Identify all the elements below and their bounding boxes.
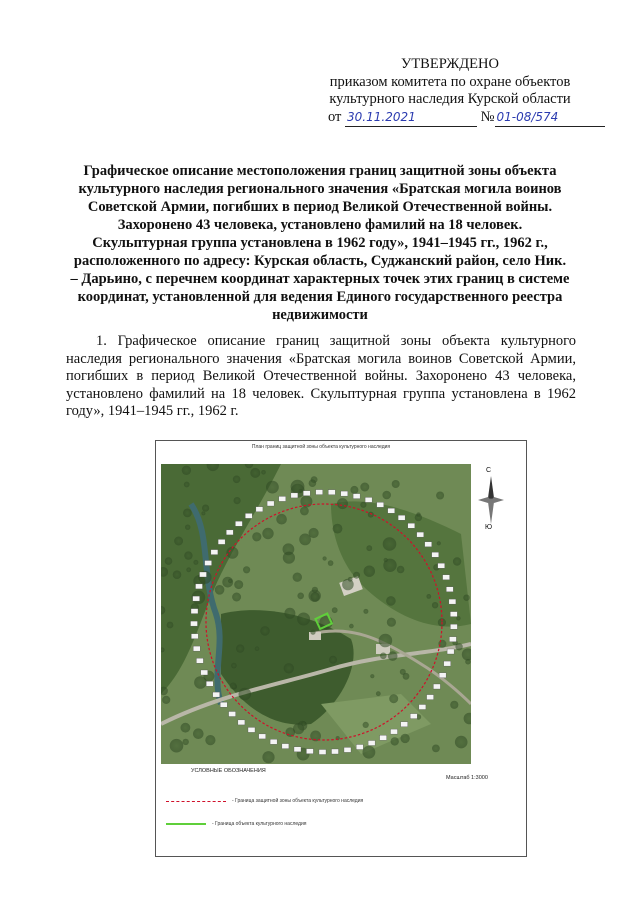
tree-clump — [391, 737, 399, 745]
boundary-point — [417, 532, 424, 537]
tree-clump — [252, 532, 261, 541]
boundary-point — [193, 646, 200, 651]
tree-clump — [368, 512, 374, 518]
tree-clump — [333, 524, 343, 534]
tree-clump — [262, 528, 273, 539]
boundary-point — [438, 563, 445, 568]
boundary-point — [380, 735, 387, 740]
tree-clump — [167, 622, 174, 629]
boundary-point — [191, 609, 198, 614]
map-scale: Масштаб 1:3000 — [446, 775, 488, 781]
tree-clump — [437, 541, 441, 545]
tree-clump — [380, 653, 387, 660]
boundary-point — [205, 561, 212, 566]
tree-clump — [397, 566, 405, 574]
boundary-point — [303, 491, 310, 496]
boundary-point — [365, 497, 372, 502]
boundary-point — [356, 745, 363, 750]
legend-zone-label: - Граница защитной зоны объекта культурного наследия — [232, 798, 364, 804]
tree-clump — [382, 491, 391, 500]
tree-clump — [255, 646, 260, 651]
legend-object-row — [166, 821, 306, 827]
tree-clump — [389, 694, 398, 703]
boundary-point — [410, 714, 417, 719]
tree-clump — [379, 634, 393, 648]
boundary-point — [446, 587, 453, 592]
boundary-point — [319, 750, 326, 755]
tree-clump — [465, 659, 471, 665]
boundary-point — [316, 490, 323, 495]
boundary-point — [279, 496, 286, 501]
compass-north-label: С — [486, 467, 492, 474]
tree-clump — [284, 663, 294, 673]
tree-clump — [360, 483, 369, 492]
tree-clump — [332, 607, 338, 613]
boundary-point — [425, 542, 432, 547]
boundary-point — [294, 747, 301, 752]
section-1-paragraph: 1. Графическое описание границ защитной зоны объекта культурного наследия регионального значения «Братская могила воинов Советской Армии, погибших в период Великой Отечественной войны. Захоронено 43 человека, установлено фамилий на 18 человек. Скульптурная группа установлена в 1962 году», 1941–1945 гг., 1962 г. — [66, 333, 576, 419]
boundary-point — [306, 749, 313, 754]
tree-clump — [173, 570, 182, 579]
tree-clump — [234, 580, 243, 589]
tree-clump — [337, 498, 348, 509]
approval-line-1: приказом комитета по охране объектов — [329, 73, 571, 90]
boundary-point — [193, 596, 200, 601]
boundary-point — [191, 621, 198, 626]
tree-clump — [226, 547, 238, 559]
boundary-point — [377, 502, 384, 507]
tree-clump — [388, 651, 398, 661]
tree-clump — [300, 496, 312, 508]
legend-zone-row — [166, 798, 363, 804]
boundary-point — [447, 649, 454, 654]
boundary-point — [213, 692, 220, 697]
tree-clump — [193, 560, 198, 565]
boundary-point — [344, 747, 351, 752]
approval-date: 30.11.2021 — [345, 109, 477, 128]
tree-clump — [291, 480, 305, 494]
tree-clump — [387, 618, 396, 627]
legend-object-swatch — [166, 823, 206, 825]
tree-clump — [310, 630, 315, 635]
tree-clump — [363, 746, 376, 759]
from-label: от — [328, 108, 342, 125]
tree-clump — [370, 674, 374, 678]
tree-clump — [165, 557, 173, 565]
tree-clump — [415, 514, 422, 521]
boundary-point — [220, 702, 227, 707]
tree-clump — [376, 691, 381, 696]
boundary-point — [408, 523, 415, 528]
boundary-point — [196, 584, 203, 589]
tree-clump — [183, 509, 192, 518]
boundary-point — [291, 493, 298, 498]
tree-clump — [349, 624, 354, 629]
tree-clump — [185, 525, 190, 530]
tree-clump — [215, 585, 225, 595]
tree-clump — [266, 481, 279, 494]
tree-clump — [323, 556, 327, 560]
tree-clump — [453, 557, 461, 565]
boundary-point — [443, 575, 450, 580]
approval-title: УТВЕРЖДЕНО — [401, 56, 499, 72]
tree-clump — [426, 594, 431, 599]
boundary-point — [401, 722, 408, 727]
tree-clump — [360, 502, 366, 508]
boundary-point — [368, 741, 375, 746]
approval-line-2: культурного наследия Курской области — [329, 91, 571, 107]
tree-clump — [386, 596, 396, 606]
boundary-point — [341, 491, 348, 496]
tree-clump — [205, 735, 215, 745]
approval-block — [300, 56, 600, 127]
tree-clump — [312, 587, 318, 593]
tree-clump — [297, 613, 310, 626]
boundary-point — [259, 734, 266, 739]
boundary-point — [450, 624, 457, 629]
compass-south-label: Ю — [485, 524, 493, 531]
tree-clump — [293, 573, 302, 582]
tree-clump — [353, 572, 360, 579]
compass-rose — [476, 467, 506, 537]
boundary-point — [196, 658, 203, 663]
tree-clump — [194, 676, 207, 689]
boundary-point — [211, 550, 218, 555]
tree-clump — [363, 722, 369, 728]
tree-clump — [436, 492, 444, 500]
tree-clump — [384, 558, 388, 562]
legend-zone-swatch — [166, 801, 226, 802]
boundary-point — [427, 695, 434, 700]
approval-signature-row — [300, 109, 600, 128]
tree-clump — [363, 609, 368, 614]
boundary-point — [267, 501, 274, 506]
boundary-point — [391, 729, 398, 734]
tree-clump — [181, 723, 191, 733]
tree-clump — [239, 688, 252, 701]
tree-clump — [162, 696, 170, 704]
boundary-point — [200, 572, 207, 577]
tree-clump — [236, 644, 244, 652]
legend-title: УСЛОВНЫЕ ОБОЗНАЧЕНИЯ — [191, 768, 266, 774]
tree-clump — [182, 466, 191, 475]
tree-clump — [450, 701, 458, 709]
tree-clump — [300, 507, 309, 516]
number-label: № — [480, 108, 495, 125]
tree-clump — [350, 486, 358, 494]
tree-clump — [283, 552, 295, 564]
boundary-point — [218, 539, 225, 544]
satellite-map — [161, 464, 471, 764]
tree-clump — [301, 721, 306, 726]
tree-clump — [366, 545, 372, 551]
boundary-point — [433, 684, 440, 689]
tree-clump — [231, 663, 237, 669]
boundary-point — [282, 744, 289, 749]
tree-clump — [432, 745, 440, 753]
compass-icon — [476, 476, 506, 524]
tree-clump — [299, 534, 311, 546]
tree-clump — [364, 566, 375, 577]
tree-clump — [184, 482, 190, 488]
tree-clump — [392, 480, 400, 488]
boundary-point — [201, 670, 208, 675]
tree-clump — [456, 616, 460, 620]
tree-clump — [261, 470, 266, 475]
tree-clump — [432, 602, 438, 608]
boundary-point — [248, 727, 255, 732]
tree-clump — [455, 736, 468, 749]
boundary-point — [388, 508, 395, 513]
legend-object-label: - Граница объекта культурного наследия — [212, 821, 307, 827]
boundary-point — [450, 612, 457, 617]
tree-clump — [250, 468, 260, 478]
tree-clump — [284, 608, 295, 619]
tree-clump — [260, 626, 270, 636]
boundary-point — [398, 515, 405, 520]
boundary-point — [226, 530, 233, 535]
tree-clump — [400, 669, 406, 675]
tree-clump — [201, 511, 205, 515]
boundary-point — [449, 599, 456, 604]
tree-clump — [348, 577, 353, 582]
tree-clump — [170, 739, 184, 753]
boundary-point — [444, 661, 451, 666]
boundary-point — [256, 507, 263, 512]
tree-clump — [232, 593, 241, 602]
tree-clump — [234, 497, 241, 504]
approval-number: 01-08/574 — [495, 109, 605, 128]
boundary-point — [328, 490, 335, 495]
tree-clump — [276, 514, 287, 525]
tree-clump — [329, 656, 337, 664]
tree-clump — [193, 728, 204, 739]
tree-clump — [297, 593, 304, 600]
tree-clump — [183, 739, 189, 745]
tree-clump — [184, 551, 192, 559]
tree-clump — [202, 505, 209, 512]
document-heading: Графическое описание местоположения границ защитной зоны объекта культурного наследия регионального значения «Братская могила воинов Советской Армии, погибших в период Великой Отечественной войны. Захоронено 43 человека, установлено фамилий на 18 человек. Скульптурная группа установлена в 1962 году», 1941–1945 гг., 1962 г., расположенного по адресу: Курская область, Суджанский район, село Ник. – Дарьино, с перечнем координат характерных точек этих границ в системе координат, установленной для ведения Единого государственного реестра недвижимости — [70, 163, 570, 323]
boundary-point — [245, 513, 252, 518]
tree-clump — [310, 592, 319, 601]
tree-clump — [328, 560, 334, 566]
boundary-point — [238, 720, 245, 725]
tree-clump — [262, 751, 274, 763]
boundary-point — [353, 494, 360, 499]
boundary-point — [332, 749, 339, 754]
tree-clump — [383, 537, 397, 551]
tree-clump — [463, 595, 469, 601]
tree-clump — [309, 479, 317, 487]
boundary-point — [419, 705, 426, 710]
map-figure — [155, 440, 527, 857]
tree-clump — [174, 537, 183, 546]
boundary-point — [229, 712, 236, 717]
boundary-point — [235, 521, 242, 526]
boundary-point — [449, 637, 456, 642]
tree-clump — [400, 734, 409, 743]
boundary-point — [191, 634, 198, 639]
tree-clump — [233, 476, 241, 484]
boundary-point — [439, 673, 446, 678]
tree-clump — [228, 579, 232, 583]
tree-clump — [186, 567, 191, 572]
boundary-point — [270, 739, 277, 744]
tree-clump — [230, 683, 237, 690]
map-caption: План границ защитной зоны объекта культурного наследия — [251, 444, 391, 450]
boundary-point — [432, 552, 439, 557]
boundary-point — [206, 681, 213, 686]
tree-clump — [243, 566, 250, 573]
